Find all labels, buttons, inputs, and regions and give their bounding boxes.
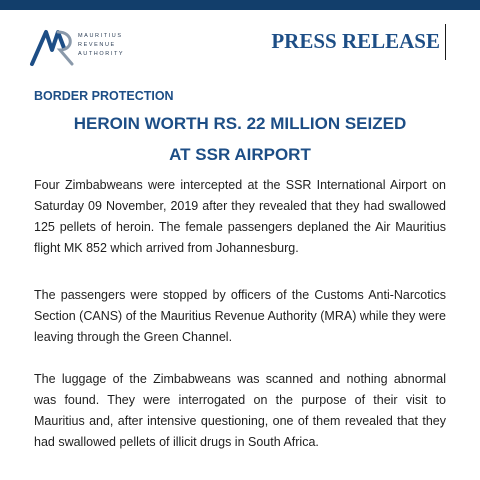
press-release-title: PRESS RELEASE — [271, 29, 440, 53]
mra-logo-mark-icon — [28, 24, 78, 70]
mra-logo — [28, 24, 128, 70]
headline-line-1: HEROIN WORTH RS. 22 MILLION SEIZED — [73, 114, 407, 133]
logo-line-3: AUTHORITY — [78, 51, 125, 57]
logo-wordmark — [78, 32, 124, 59]
logo-line-1: MAURITIUS — [78, 33, 123, 39]
section-label: BORDER PROTECTION — [34, 89, 174, 103]
top-color-bar — [0, 0, 480, 10]
paragraph-2: The passengers were stopped by officers of the Customs Anti-Narcotics Section (CANS) of the Mauritius Revenue Authority (MRA) while they were leaving through the Green Channel. — [34, 288, 446, 344]
headline-line-2: AT SSR AIRPORT — [169, 145, 311, 164]
header-divider — [445, 24, 447, 60]
page-header — [0, 10, 480, 78]
paragraph-3: The luggage of the Zimbabweans was scanned and nothing abnormal was found. They were interrogated on the purpose of their visit to Mauritius and, after intensive questioning, one of them revealed that they had swallowed pellets of illicit drugs in South Africa. — [34, 372, 446, 449]
paragraph-1: Four Zimbabweans were intercepted at the SSR International Airport on Saturday 09 November, 2019 after they revealed that they had swallowed 125 pellets of heroin. The female passengers deplaned the Air Mauritius flight MK 852 which arrived from Johannesburg. — [34, 178, 446, 255]
logo-line-2: REVENUE — [78, 42, 116, 48]
